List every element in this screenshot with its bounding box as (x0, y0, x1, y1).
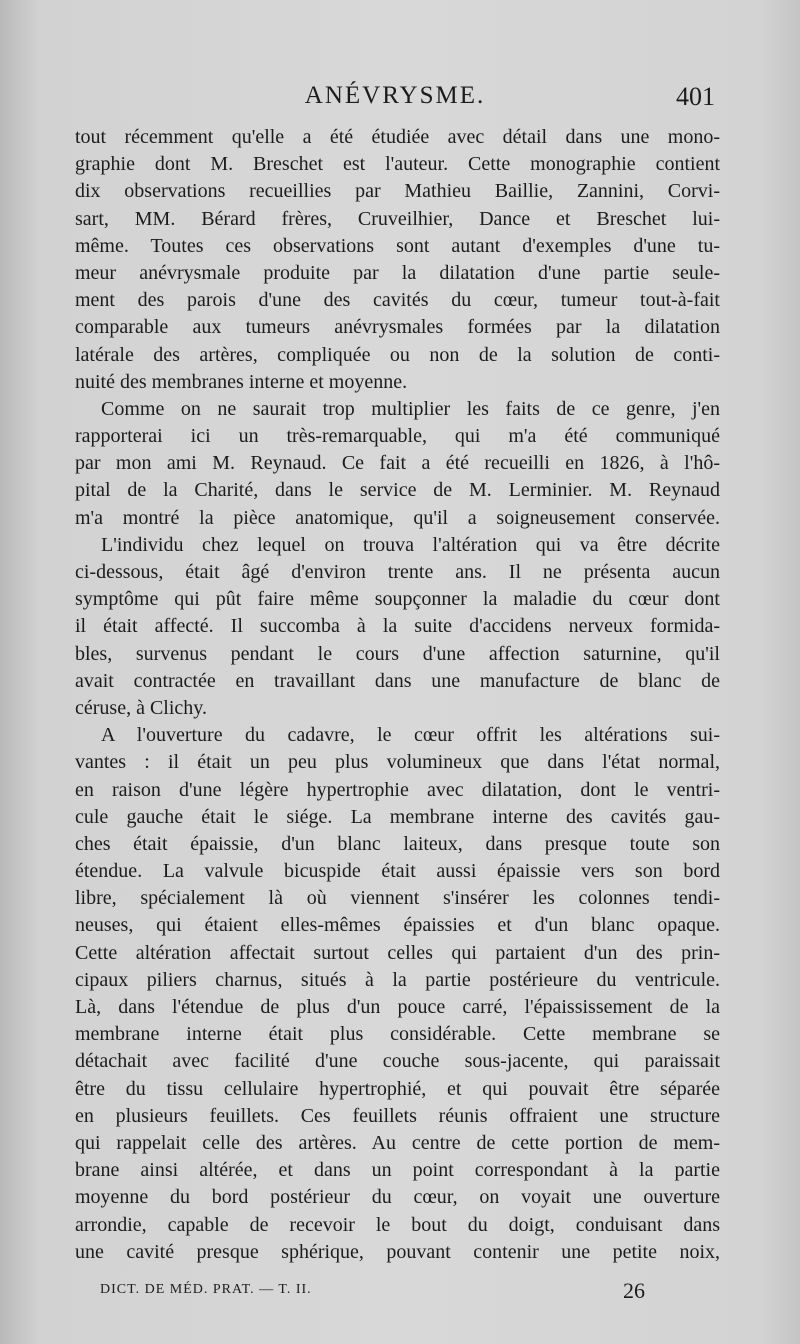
text-line: L'individu chez lequel on trouva l'altération qui va être décrite (101, 533, 720, 556)
text-line: ci-dessous, était âgé d'environ trente ans. Il ne présenta aucun (75, 561, 720, 583)
text-line: par mon ami M. Reynaud. Ce fait a été recueilli en 1826, à l'hô- (75, 452, 720, 475)
text-line: sart, MM. Bérard frères, Cruveilhier, Dance et Breschet lui- (75, 207, 720, 230)
text-line: libre, spécialement là où viennent s'insérer les colonnes tendi- (75, 887, 720, 910)
text-line: vantes : il était un peu plus volumineux que dans l'état normal, (75, 751, 720, 774)
text-line: meur anévrysmale produite par la dilatation d'une partie seule- (75, 261, 720, 284)
running-title: ANÉVRYSME. (304, 82, 486, 109)
signature-reference: DICT. DE MÉD. PRAT. — T. II. (100, 1282, 312, 1297)
text-line: il était affecté. Il succomba à la suite d'accidens nerveux formida- (75, 615, 720, 638)
text-line: Là, dans l'étendue de plus d'un pouce carré, l'épaississement de la (75, 996, 720, 1018)
signature-number: 26 (623, 1278, 645, 1303)
text-line: arrondie, capable de recevoir le bout du doigt, conduisant dans (75, 1213, 720, 1236)
text-line: membrane interne était plus considérable. Cette membrane se (75, 1023, 720, 1046)
text-line: symptôme qui pût faire même soupçonner la maladie du cœur dont (75, 588, 720, 611)
text-line: graphie dont M. Breschet est l'auteur. Cette monographie contient (75, 153, 720, 176)
body-text (75, 124, 720, 1266)
text-line: en plusieurs feuillets. Ces feuillets réunis offraient une structure (75, 1104, 720, 1127)
text-line: moyenne du bord postérieur du cœur, on voyait une ouverture (75, 1186, 720, 1209)
text-line: Cette altération affectait surtout celles qui partaient d'un des prin- (75, 941, 720, 964)
page-header (75, 82, 715, 122)
text-line: m'a montré la pièce anatomique, qu'il a soigneusement conservée. (75, 506, 720, 529)
text-line: dix observations recueillies par Mathieu Baillie, Zannini, Corvi- (75, 180, 720, 203)
text-line: ment des parois d'une des cavités du cœur, tumeur tout-à-fait (75, 289, 720, 312)
text-line: avait contractée en travaillant dans une manufacture de blanc de (75, 669, 720, 692)
page-number: 401 (676, 82, 715, 111)
text-line: bles, survenus pendant le cours d'une affection saturnine, qu'il (75, 642, 720, 665)
text-line: rapporterai ici un très-remarquable, qui m'a été communiqué (75, 425, 720, 448)
text-line: comparable aux tumeurs anévrysmales formées par la dilatation (75, 316, 720, 339)
text-line: ches était épaissie, d'un blanc laiteux, dans presque toute son (75, 832, 720, 855)
text-line: brane ainsi altérée, et dans un point correspondant à la partie (75, 1159, 720, 1182)
text-line: en raison d'une légère hypertrophie avec dilatation, dont le ventri- (75, 778, 720, 801)
text-line: Comme on ne saurait trop multiplier les faits de ce genre, j'en (101, 397, 720, 420)
text-line: détachait avec facilité d'une couche sous-jacente, qui paraissait (75, 1050, 720, 1073)
text-line: qui rappelait celle des artères. Au centre de cette portion de mem- (75, 1131, 720, 1154)
text-line: neuses, qui étaient elles-mêmes épaissies et d'un blanc opaque. (75, 914, 720, 937)
text-line: cule gauche était le siége. La membrane interne des cavités gau- (75, 805, 720, 828)
text-line: étendue. La valvule bicuspide était aussi épaissie vers son bord (75, 860, 720, 883)
text-line: latérale des artères, compliquée ou non de la solution de conti- (75, 343, 720, 366)
text-line: cipaux piliers charnus, situés à la partie postérieure du ventricule. (75, 968, 720, 991)
text-line: pital de la Charité, dans le service de M. Lerminier. M. Reynaud (75, 479, 720, 502)
text-line: être du tissu cellulaire hypertrophié, et qui pouvait être séparée (75, 1077, 720, 1100)
page-footer (100, 1280, 645, 1304)
text-line: même. Toutes ces observations sont autant d'exemples d'une tu- (75, 234, 720, 257)
text-line: tout récemment qu'elle a été étudiée avec détail dans une mono- (75, 126, 720, 148)
text-line: céruse, à Clichy. (75, 696, 207, 719)
text-line: une cavité presque sphérique, pouvant contenir une petite noix, (75, 1240, 720, 1263)
text-line: nuité des membranes interne et moyenne. (75, 370, 408, 393)
text-line: A l'ouverture du cadavre, le cœur offrit les altérations sui- (101, 724, 720, 747)
